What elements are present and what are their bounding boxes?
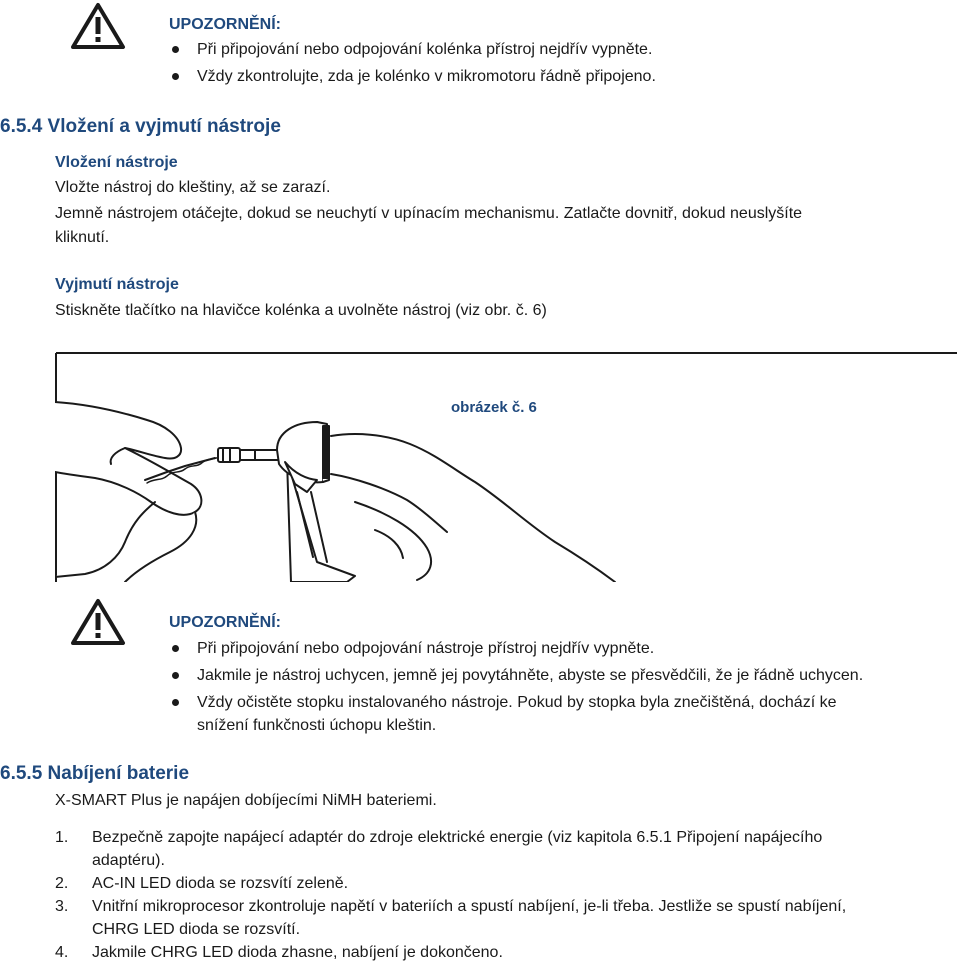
warning-title: UPOZORNĚNÍ:: [169, 614, 281, 631]
paragraph-line: Stiskněte tlačítko na hlavičce kolénka a uvolněte nástroj (viz obr. č. 6): [55, 302, 547, 319]
paragraph-line: kliknutí.: [55, 229, 110, 246]
step-number: 1.: [55, 829, 69, 846]
warning-item: Při připojování nebo odpojování kolénka přístroj nejdřív vypněte.: [169, 38, 656, 61]
step-text: Jakmile CHRG LED dioda zhasne, nabíjení je dokončeno.: [92, 944, 503, 961]
step-text: Bezpečně zapojte napájecí adaptér do zdroje elektrické energie (viz kapitola 6.5.1 Připojení napájecího: [92, 829, 823, 846]
paragraph-line: Jemně nástrojem otáčejte, dokud se neuchytí v upínacím mechanismu. Zatlačte dovnitř, dokud neuslyšíte: [55, 205, 803, 222]
handpiece-illustration: [55, 352, 957, 582]
step-item: [55, 941, 955, 964]
step-number: 3.: [55, 898, 69, 915]
warning-list: [169, 38, 656, 88]
warning-list: [169, 637, 959, 714]
paragraph-intro: X-SMART Plus je napájen dobíjecími NiMH bateriemi.: [55, 792, 437, 809]
step-number: 4.: [55, 944, 69, 961]
warning-item: Vždy očistěte stopku instalovaného nástroje. Pokud by stopka byla znečištěná, dochází ke: [169, 691, 959, 714]
charging-steps-list: [55, 826, 955, 964]
step-text: CHRG LED dioda se rozsvítí.: [92, 921, 301, 938]
subheading-remove-tool: Vyjmutí nástroje: [55, 276, 179, 293]
step-item: [55, 872, 955, 895]
step-text: Vnitřní mikroprocesor zkontroluje napětí v bateriích a spustí nabíjení, je-li třeba. Jestliže se spustí nabíjení,: [92, 898, 847, 915]
step-number: 2.: [55, 875, 69, 892]
warning-item: Při připojování nebo odpojování nástroje přístroj nejdřív vypněte.: [169, 637, 959, 660]
step-item: [55, 895, 955, 918]
step-item: [55, 826, 955, 849]
warning-triangle-icon: [70, 598, 126, 646]
section-heading-6-5-4: 6.5.4 Vložení a vyjmutí nástroje: [0, 116, 281, 137]
step-text: adaptéru).: [92, 852, 165, 869]
section-heading-6-5-5: 6.5.5 Nabíjení baterie: [0, 763, 190, 784]
step-text: AC-IN LED dioda se rozsvítí zeleně.: [92, 875, 349, 892]
figure-caption: obrázek č. 6: [451, 399, 537, 416]
subheading-insert-tool: Vložení nástroje: [55, 154, 178, 171]
warning-item: Vždy zkontrolujte, zda je kolénko v mikromotoru řádně připojeno.: [169, 65, 656, 88]
paragraph-line: Vložte nástroj do kleštiny, až se zarazí.: [55, 179, 331, 196]
warning-title: UPOZORNĚNÍ:: [169, 16, 281, 33]
warning-triangle-icon: [70, 2, 126, 50]
step-item: [55, 849, 955, 872]
warning-item-continuation: snížení funkčnosti úchopu kleštin.: [197, 717, 437, 734]
figure-6: [55, 352, 957, 582]
step-item: [55, 918, 955, 941]
warning-item: Jakmile je nástroj uchycen, jemně jej povytáhněte, abyste se přesvědčili, že je řádně uchycen.: [169, 664, 959, 687]
